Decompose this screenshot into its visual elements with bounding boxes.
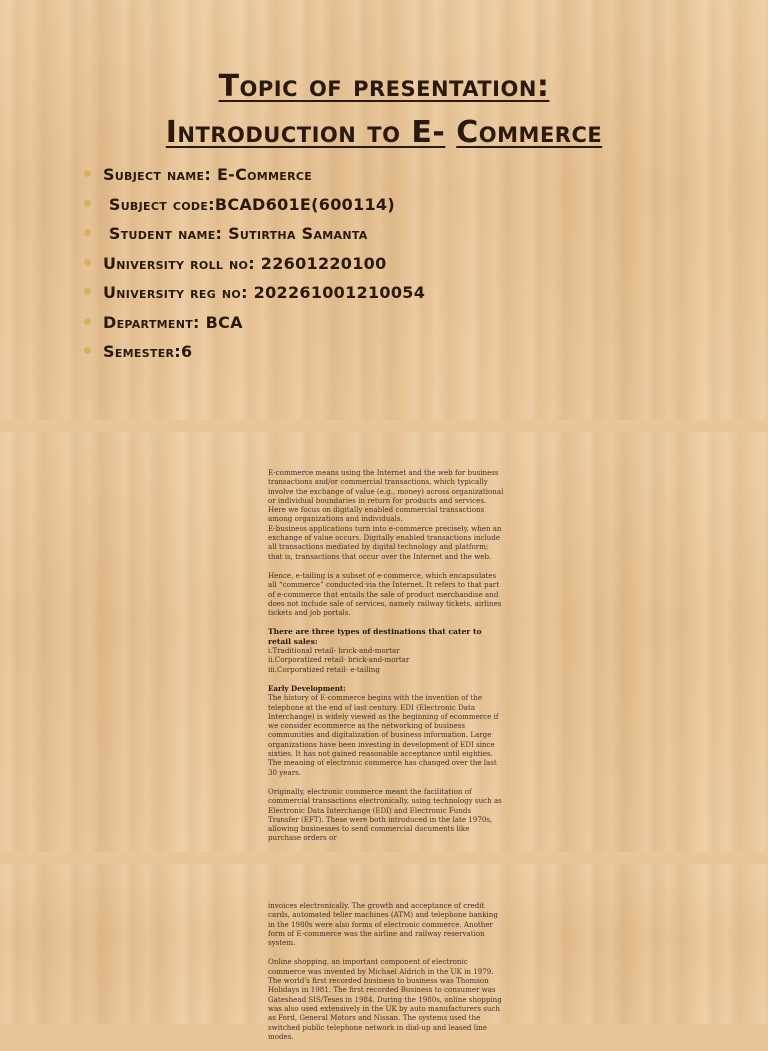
bullet-icon	[84, 200, 91, 207]
bullet-text: University reg no: 202261001210054	[103, 283, 426, 302]
bullet-text: Subject name: E-Commerce	[103, 165, 313, 184]
early-development-block	[268, 684, 504, 777]
paragraph: Hence, e-tailing is a subset of e-commerce, which encapsulates all “commerce” conducted via the Internet. It refers to that part of e-commerce that entails the sale of product merchandise and does not include sale of services, namely railway tickets, airlines tickets and job portals.	[268, 570, 502, 618]
content-slide-1	[0, 432, 768, 852]
retail-item: i.Traditional retail- brick-and-mortar	[268, 646, 400, 656]
bullet-text: Department: BCA	[103, 312, 243, 332]
paragraph: invoices electronically. The growth and acceptance of credit cards, automated teller machines (ATM) and telephone banking in the 1980s were also forms of electronic commerce. Another form of E-commerce was the airline and railway reservation system.	[268, 901, 498, 948]
slide-body-text	[268, 901, 504, 1051]
retail-item: ii.Corporatized retail- brick-and-mortar	[268, 655, 410, 665]
retail-item: iii.Corporatized retail- e-tailing	[268, 664, 380, 674]
paragraph: Online shopping, an important component of electronic commerce was invented by Michael Aldrich in the UK in 1979. The world's first recorded business to business was Thomson Holidays in 1981. The first recorded Business to consumer was Gateshead SIS/Teses in 1984. During the 1980s, online shopping was also used extensively in the UK by auto manufacturers such as Ford, General Motors and Nissan. The systems used the switched public telephone network in dial-up and leased line modes.	[268, 957, 502, 1041]
retail-heading: There are three types of destinations that cater to retail sales:	[268, 627, 482, 646]
bullet-item	[84, 308, 425, 338]
bullet-item	[84, 278, 425, 308]
paragraph-text: E-business applications turn into e-commerce precisely, when an exchange of value occurs. Digitally enabled transactions include all transactions mediated by digital technology and platform; that is, transactions that occur over the Internet and the web.	[268, 523, 502, 561]
slide-body-text	[268, 468, 504, 853]
bullet-item	[84, 337, 425, 367]
paragraph: Originally, electronic commerce meant the facilitation of commercial transactions electronically, using technology such as Electronic Data Interchange (EDI) and Electronic Funds Transfer (EFT). These were both introduced in the late 1970s, allowing businesses to send commercial documents like purchase orders or	[268, 786, 502, 843]
slide-title	[0, 64, 768, 156]
bullet-item	[84, 249, 425, 279]
bullet-icon	[84, 170, 91, 177]
paragraph	[268, 468, 504, 561]
title-line-1: Topic of presentation:	[218, 69, 550, 104]
bullet-text: Student name: Sutirtha Samanta	[103, 224, 368, 243]
paragraph-text: E-commerce means using the Internet and the web for business transactions and/or commercial transactions, which typically involve the exchange of value (e.g., money) across organizational or individual boundaries in return for products and services. Here we focus on digitally enabled commercial transactions among organizations and individuals.	[268, 468, 504, 524]
bullet-icon	[84, 259, 91, 266]
bullet-icon	[84, 288, 91, 295]
title-line-2-part-2: Commerce	[456, 115, 603, 150]
bullet-text: Semester:6	[103, 342, 193, 361]
bullet-item	[84, 160, 425, 190]
content-slide-2	[0, 864, 768, 1041]
title-line-2-part-1: Introduction to E-	[165, 115, 446, 150]
bullet-text: Subject code:BCAD601E(600114)	[103, 194, 395, 214]
retail-types-block	[268, 627, 504, 673]
bullet-icon	[84, 229, 91, 236]
bullet-text: University roll no: 22601220100	[103, 253, 387, 273]
bullet-icon	[84, 347, 91, 354]
bullet-item	[84, 190, 425, 220]
paragraph-text: The history of E-commerce begins with the invention of the telephone at the end of last century. EDI (Electronic Data Interchange) is widely viewed as the beginning of ecommerce if we consider ecommerce as the networking of business communities and digitalization of business information. Large organizations have been investing in development of EDI since sixties. It has not gained reasonable acceptance until eighties. The meaning of electronic commerce has changed over the last 30 years.	[268, 693, 499, 777]
bullet-list	[84, 160, 425, 367]
bullet-icon	[84, 318, 91, 325]
bullet-item	[84, 219, 425, 249]
title-slide	[0, 0, 768, 420]
early-development-heading: Early Development:	[268, 683, 346, 693]
